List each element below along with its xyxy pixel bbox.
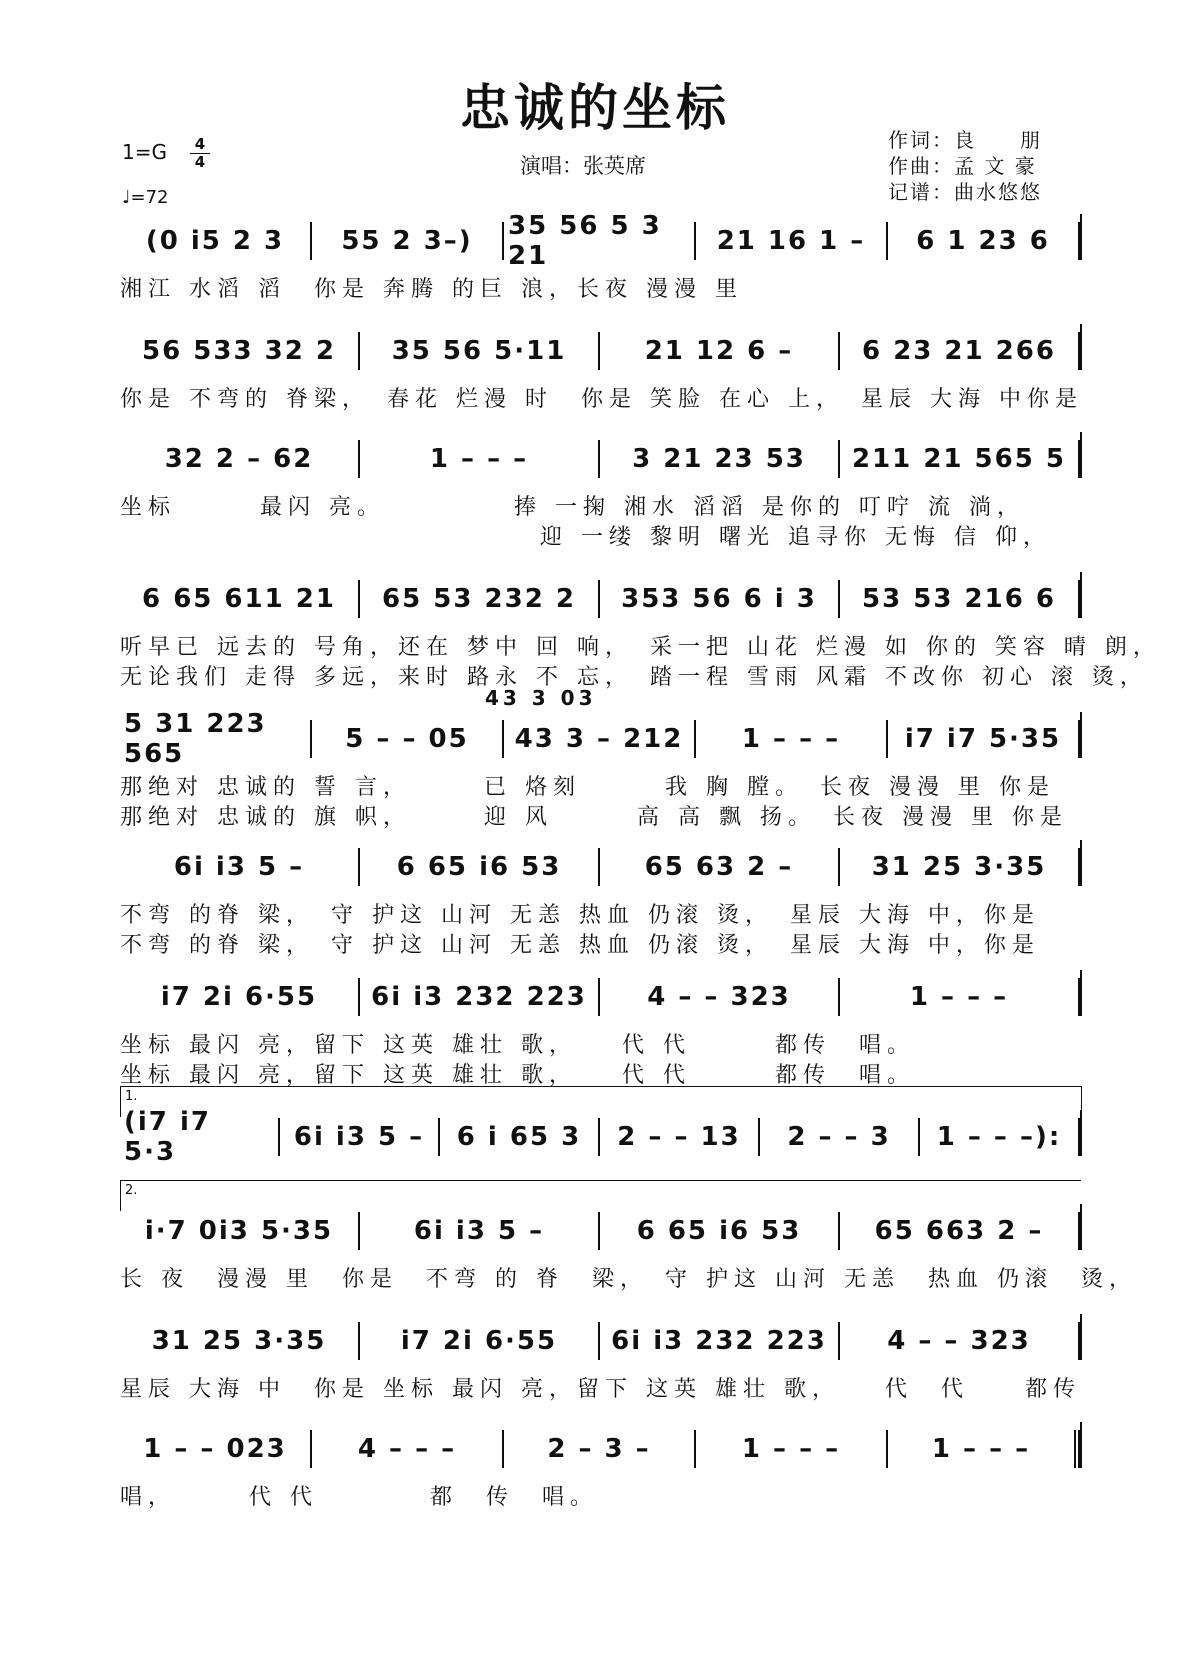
notation-system xyxy=(120,1212,1080,1256)
volta-label: 1. xyxy=(125,1089,138,1104)
measure: 31 25 3·35 xyxy=(840,848,1080,886)
measure: 31 25 3·35 xyxy=(120,1322,360,1360)
measure: 2 – – 3 xyxy=(760,1118,920,1156)
measure: (0 i5 2 3 xyxy=(120,222,312,260)
measure: 6 65 i6 53 xyxy=(360,848,600,886)
lyric-line: 你是 不弯的 脊梁， 春花 烂漫 时 你是 笑脸 在心 上， 星辰 大海 中你是 xyxy=(120,387,1083,412)
measure: 32 2 – 62 xyxy=(120,440,360,478)
song-title: 忠诚的坐标 xyxy=(460,79,730,137)
measure: 6 23 21 266 xyxy=(840,332,1080,370)
time-signature xyxy=(190,136,210,171)
measure: 6 65 611 21 xyxy=(120,580,360,618)
measure: 211 21 565 5 xyxy=(840,440,1080,478)
lyric-line: 那绝对 忠诚的 旗 帜， 迎 风 高 高 飘 扬。 长夜 漫漫 里 你是 xyxy=(120,805,1068,830)
measure: 4 – – – xyxy=(312,1430,504,1468)
measure: 1 – – – xyxy=(840,978,1080,1016)
measure: 65 53 232 2 xyxy=(360,580,600,618)
measure: 6i i3 5 – xyxy=(360,1212,600,1250)
lyric-line: 湘江 水滔 滔 你是 奔腾 的巨 浪，长夜 漫漫 里 xyxy=(120,277,743,302)
notation-system xyxy=(120,1430,1080,1474)
measure: 35 56 5 3 21 xyxy=(504,222,696,260)
measure: 65 63 2 – xyxy=(600,848,840,886)
measure: 3 21 23 53 xyxy=(600,440,840,478)
measure: 55 2 3–) xyxy=(312,222,504,260)
singer-credit: 演唱：张英席 xyxy=(520,154,646,178)
measure: i·7 0i3 5·35 xyxy=(120,1212,360,1250)
lyric-line: 唱， 代 代 都 传 唱。 xyxy=(120,1485,598,1510)
measure: (i7 i7 5·3 xyxy=(120,1118,280,1156)
notation-system xyxy=(120,709,1080,769)
lyric-line: 迎 一缕 黎明 曙光 追寻你 无悔 信 仰， xyxy=(120,525,1051,550)
lyric-line: 坐标 最闪 亮，留下 这英 雄壮 歌， 代 代 都传 唱。 xyxy=(120,1063,915,1088)
composer-credit: 作曲：孟 文 豪 xyxy=(888,154,1037,178)
measure: 5 31 223 565 xyxy=(120,720,312,758)
measure: 1 – – – xyxy=(696,1430,888,1468)
notation-system xyxy=(120,1107,1080,1167)
measure: 1 – – – xyxy=(696,720,888,758)
measure: 6i i3 5 – xyxy=(280,1118,440,1156)
measure: i7 2i 6·55 xyxy=(360,1322,600,1360)
lyric-line: 不弯 的脊 梁， 守 护这 山河 无恙 热血 仍滚 烫， 星辰 大海 中，你是 xyxy=(120,933,1040,958)
lyric-line: 星辰 大海 中 你是 坐标 最闪 亮，留下 这英 雄壮 歌， 代 代 都传 xyxy=(120,1377,1081,1402)
measure: 1 – – 023 xyxy=(120,1430,312,1468)
lyric-line: 那绝对 忠诚的 誓 言， 已 烙刻 我 胸 膛。 长夜 漫漫 里 你是 xyxy=(120,775,1055,800)
time-signature-bottom: 4 xyxy=(190,153,210,171)
volta-bracket xyxy=(120,1180,1081,1211)
notation-system xyxy=(120,978,1080,1022)
time-signature-top: 4 xyxy=(194,135,206,153)
measure: 65 663 2 – xyxy=(840,1212,1080,1250)
measure: 1 – – – xyxy=(360,440,600,478)
lyric-line: 无论我们 走得 多远，来时 路永 不 忘， 踏一程 雪雨 风霜 不改你 初心 滚 烫， xyxy=(120,665,1148,690)
measure: 353 56 6 i 3 xyxy=(600,580,840,618)
measure: 6i i3 232 223 xyxy=(360,978,600,1016)
lyric-line: 长 夜 漫漫 里 你是 不弯 的 脊 梁， 守 护这 山河 无恙 热血 仍滚 烫， xyxy=(120,1267,1137,1292)
key-signature: 1=G xyxy=(122,140,167,164)
volta-label: 2. xyxy=(125,1183,138,1198)
measure: 53 53 216 6 xyxy=(840,580,1080,618)
lyricist-credit: 作词：良 朋 xyxy=(888,128,1042,152)
measure: i7 i7 5·35 xyxy=(888,720,1080,758)
measure: 21 16 1 – xyxy=(696,222,888,260)
transcriber-credit: 记谱：曲水悠悠 xyxy=(888,180,1042,204)
notation-system xyxy=(120,211,1080,271)
measure: 1 – – – xyxy=(888,1430,1080,1468)
notation-system xyxy=(120,440,1080,484)
measure: 6 1 23 6 xyxy=(888,222,1080,260)
measure: 21 12 6 – xyxy=(600,332,840,370)
measure: i7 2i 6·55 xyxy=(120,978,360,1016)
lyric-line: 坐标 最闪 亮，留下 这英 雄壮 歌， 代 代 都传 唱。 xyxy=(120,1033,915,1058)
measure: 5 – – 05 xyxy=(312,720,504,758)
measure: 56 533 32 2 xyxy=(120,332,360,370)
measure: 4 – – 323 xyxy=(600,978,840,1016)
measure: 6i i3 232 223 xyxy=(600,1322,840,1360)
measure: 2 – – 13 xyxy=(600,1118,760,1156)
tempo-mark: ♩=72 xyxy=(122,187,169,208)
measure: 6 i 65 3 xyxy=(440,1118,600,1156)
notation-system xyxy=(120,332,1080,376)
lyric-line: 不弯 的脊 梁， 守 护这 山河 无恙 热血 仍滚 烫， 星辰 大海 中，你是 xyxy=(120,903,1040,928)
ossia-notes: 43 3 03 xyxy=(485,686,597,710)
notation-system xyxy=(120,848,1080,892)
measure: 1 – – –): xyxy=(920,1118,1080,1156)
measure: 6 65 i6 53 xyxy=(600,1212,840,1250)
lyric-line: 听早已 远去的 号角，还在 梦中 回 响， 采一把 山花 烂漫 如 你的 笑容 晴 朗， xyxy=(120,635,1161,660)
lyric-line: 坐标 最闪 亮。 捧 一掬 湘水 滔滔 是你的 叮咛 流 淌， xyxy=(120,495,1025,520)
notation-system xyxy=(120,1322,1080,1366)
notation-system xyxy=(120,580,1080,624)
measure: 2 – 3 – xyxy=(504,1430,696,1468)
measure: 35 56 5·11 xyxy=(360,332,600,370)
measure: 43 3 – 212 xyxy=(504,720,696,758)
measure: 6i i3 5 – xyxy=(120,848,360,886)
measure: 4 – – 323 xyxy=(840,1322,1080,1360)
